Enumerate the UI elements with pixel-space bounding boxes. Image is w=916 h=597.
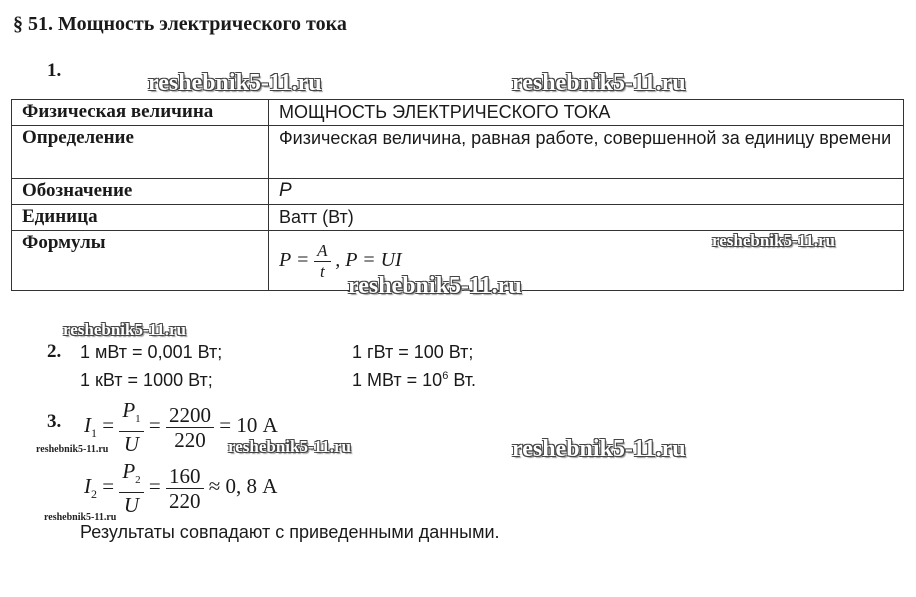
table-row	[12, 179, 904, 205]
watermark: reshebnik5-11.ru	[512, 70, 686, 96]
row-key: Физическая величина	[12, 100, 269, 126]
equation-2	[84, 459, 277, 517]
eq1-symbol: I	[84, 412, 91, 437]
row-key: Обозначение	[12, 179, 269, 205]
fraction-numerator: A	[314, 241, 330, 262]
fraction-denominator: t	[319, 262, 325, 281]
formula-lhs: P =	[279, 248, 310, 271]
row-key: Единица	[12, 205, 269, 231]
eq2-den: U	[123, 493, 140, 518]
watermark: reshebnik5-11.ru	[36, 444, 109, 455]
conversion-megaw-unit: Вт.	[448, 370, 476, 390]
task-3-number: 3.	[47, 411, 62, 432]
row-value: Физическая величина, равная работе, совершенной за единицу времени	[269, 126, 904, 179]
conversion-mw: 1 мВт = 0,001 Вт;	[80, 342, 223, 362]
eq2-num-2: 160	[166, 464, 204, 489]
table-row	[12, 205, 904, 231]
row-key: Определение	[12, 126, 269, 179]
eq2-subscript: 2	[91, 487, 97, 502]
table-row	[12, 100, 904, 126]
eq2-fraction-1	[119, 459, 143, 517]
row-key: Формулы	[12, 231, 269, 291]
eq1-num-2: 2200	[166, 403, 214, 428]
watermark: reshebnik5-11.ru	[228, 437, 351, 456]
eq1-num-sub: 1	[135, 413, 141, 426]
watermark: reshebnik5-11.ru	[712, 231, 835, 250]
eq1-equals-2: =	[148, 412, 161, 437]
page-heading: § 51. Мощность электрического тока	[13, 13, 347, 35]
eq2-equals-2: =	[148, 473, 161, 498]
table-row	[12, 126, 904, 179]
eq2-fraction-2	[166, 464, 204, 513]
eq1-den-2: 220	[174, 427, 206, 452]
watermark: reshebnik5-11.ru	[148, 70, 322, 96]
watermark: reshebnik5-11.ru	[348, 273, 522, 299]
conversion-megaw-base: 1 МВт = 10	[352, 370, 443, 390]
watermark: reshebnik5-11.ru	[63, 320, 186, 339]
conversion-megaw-exp: 6	[442, 370, 449, 382]
row-value: P	[269, 179, 904, 205]
eq2-num: P	[122, 459, 136, 483]
eq2-num-sub: 2	[135, 474, 141, 487]
watermark: reshebnik5-11.ru	[44, 512, 117, 523]
eq2-den-2: 220	[169, 488, 201, 513]
conversion-megaw	[352, 370, 476, 391]
definition-table	[11, 99, 904, 291]
eq1-subscript: 1	[91, 426, 97, 441]
row-value: Ватт (Вт)	[269, 205, 904, 231]
task-1-number: 1.	[47, 60, 62, 81]
eq1-equals: =	[102, 412, 115, 437]
eq1-fraction-2	[166, 403, 214, 452]
conversion-kw: 1 кВт = 1000 Вт;	[80, 370, 213, 390]
eq2-equals: =	[102, 473, 115, 498]
formula-rest: , P = UI	[335, 248, 402, 271]
task-2-number: 2.	[47, 341, 62, 362]
eq1-fraction-1	[119, 398, 143, 456]
conclusion-text: Результаты совпадают с приведенными данными.	[80, 522, 500, 542]
eq1-num: P	[122, 398, 136, 422]
eq1-den: U	[123, 432, 140, 457]
eq1-result: = 10 А	[219, 412, 278, 437]
row-value: МОЩНОСТЬ ЭЛЕКТРИЧЕСКОГО ТОКА	[269, 100, 904, 126]
eq2-symbol: I	[84, 473, 91, 498]
formula-fraction	[314, 241, 330, 282]
watermark: reshebnik5-11.ru	[512, 436, 686, 462]
eq2-result: ≈ 0, 8 А	[208, 473, 278, 498]
conversion-hw: 1 гВт = 100 Вт;	[352, 342, 474, 362]
